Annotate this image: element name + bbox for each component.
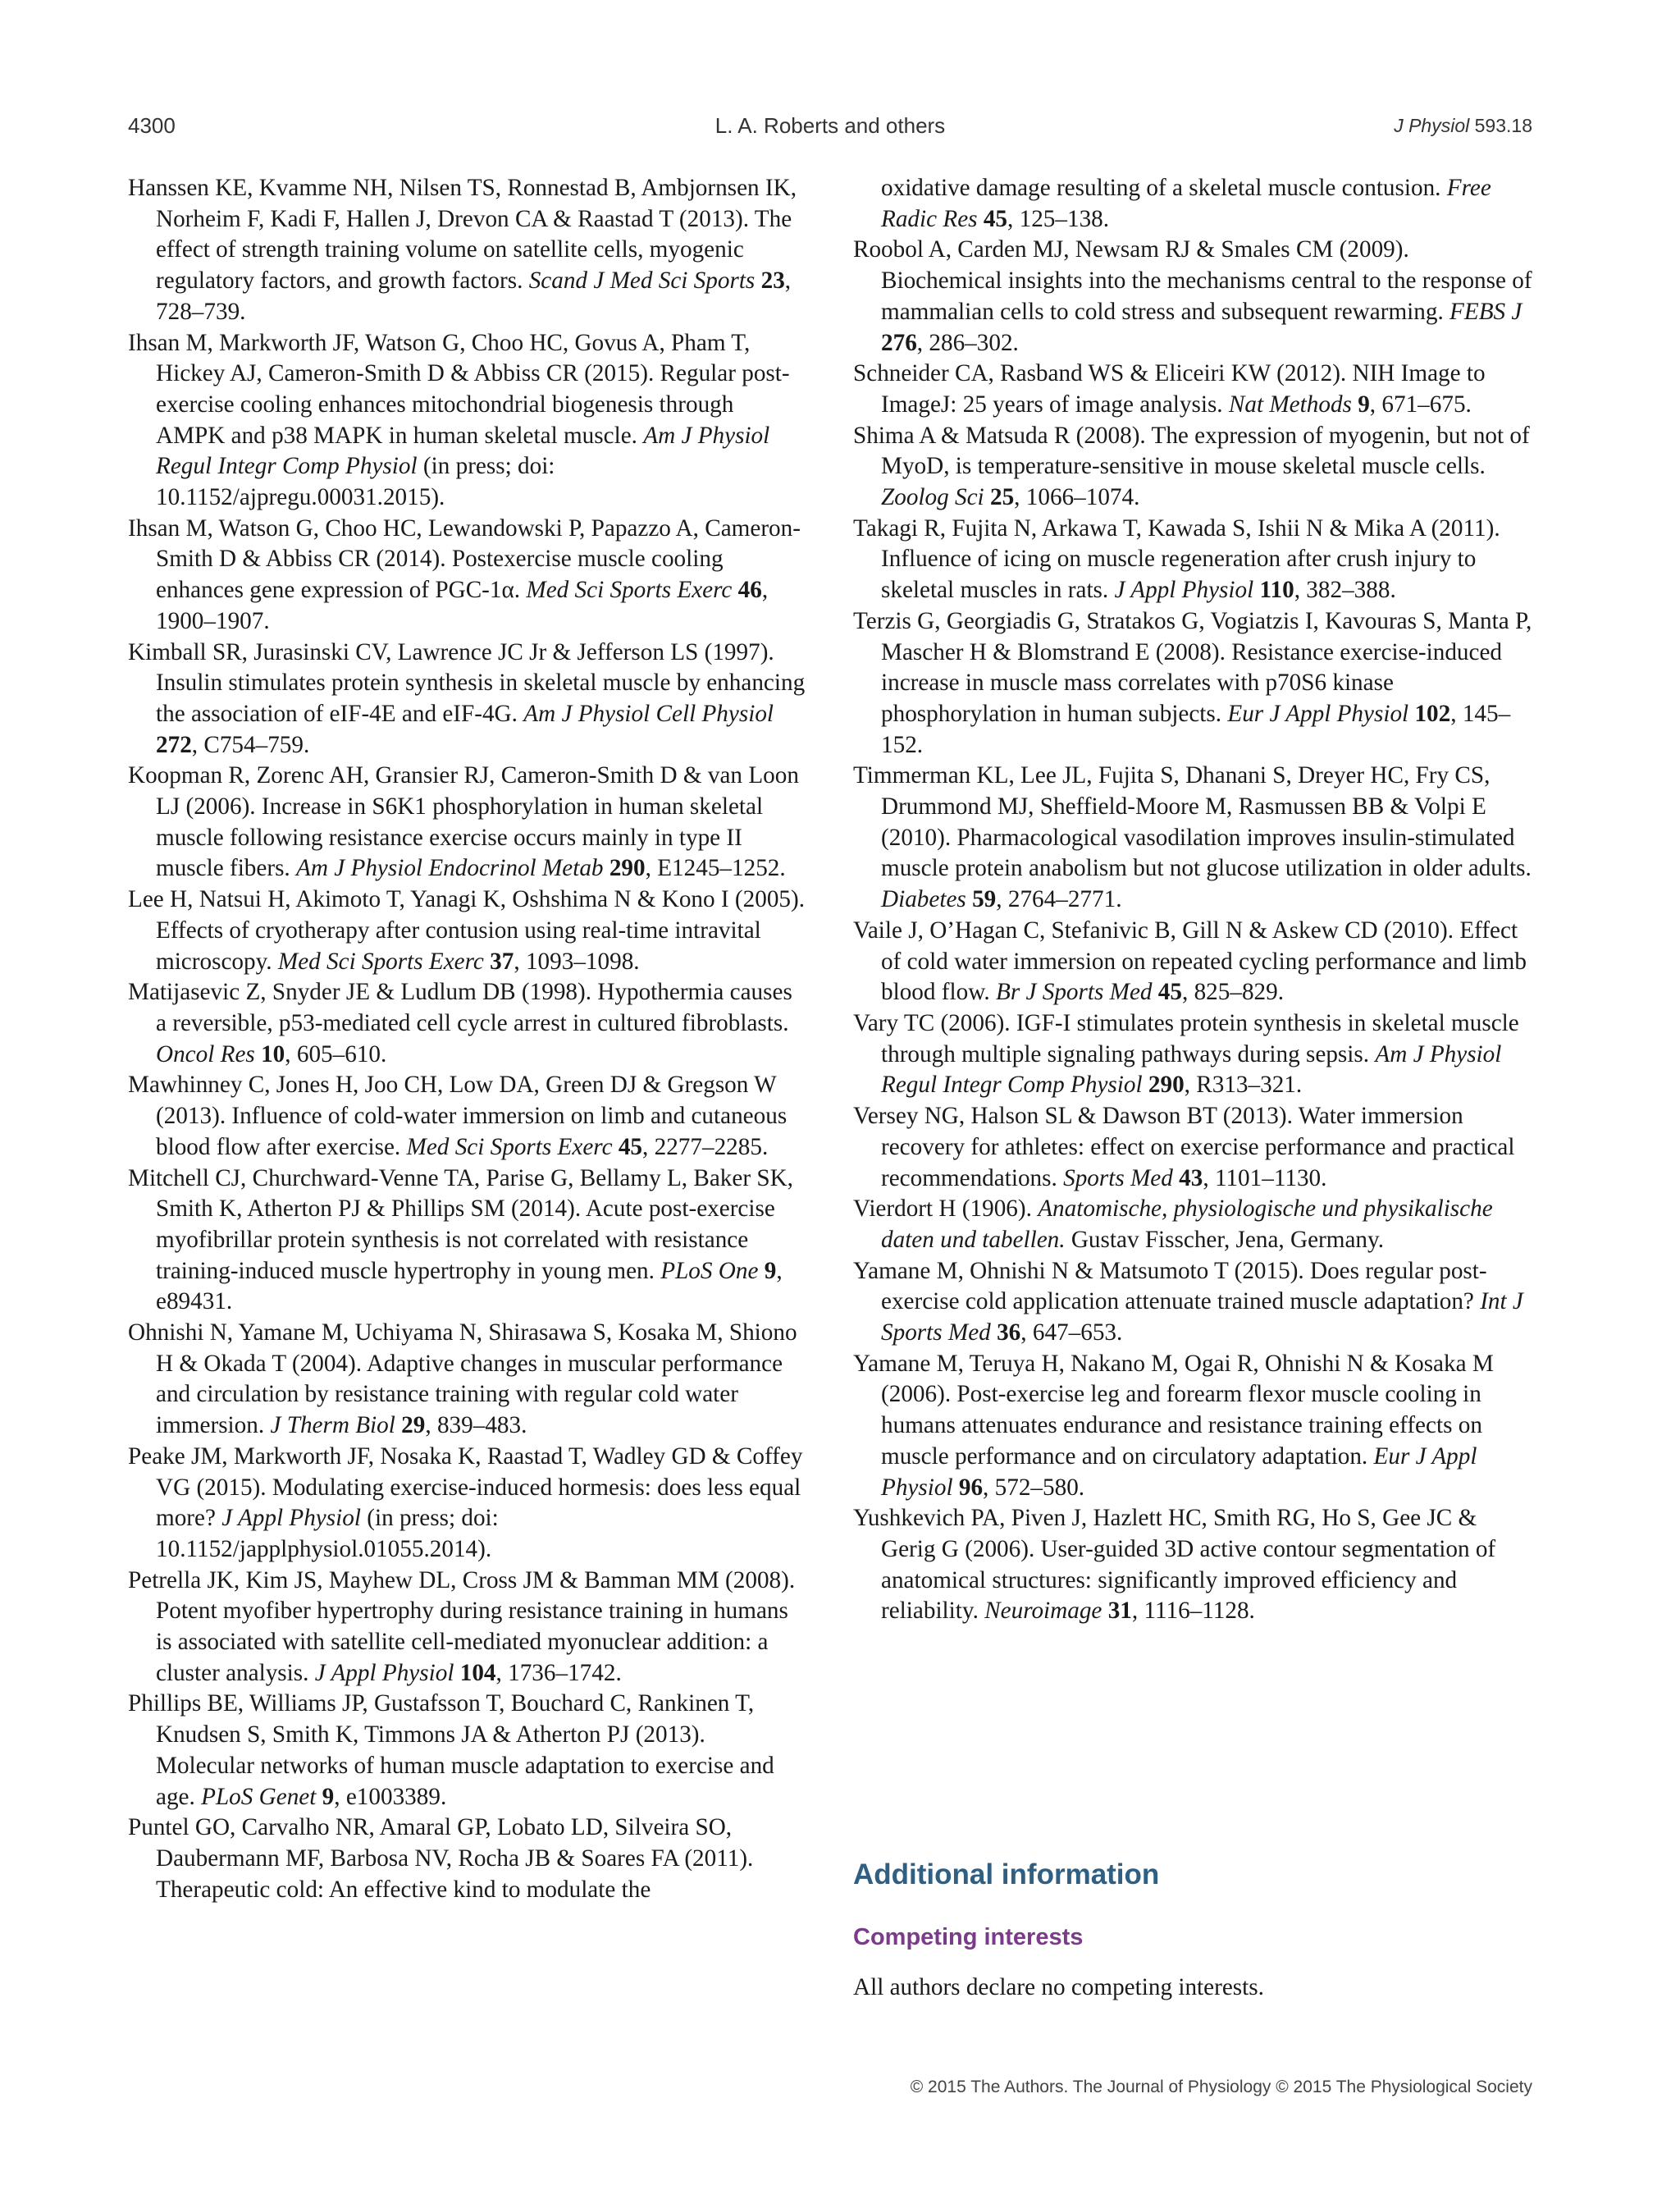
reference-entry bbox=[128, 761, 807, 885]
reference-pages: , 382–388. bbox=[1294, 577, 1396, 604]
reference-volume: 9 bbox=[322, 1783, 335, 1810]
reference-text: Yamane M, Teruya H, Nakano M, Ogai R, Ohnishi N & Kosaka M (2006). Post-exercise leg and forearm flexor muscle cooling in humans attenuates endurance and resistance training effects on muscle performance and on circulatory adaptation. bbox=[853, 1350, 1494, 1470]
reference-entry bbox=[128, 514, 807, 638]
reference-text: Shima A & Matsuda R (2008). The expression of myogenin, but not of MyoD, is temperature-sensitive in mouse skeletal muscle cells. bbox=[853, 422, 1530, 480]
reference-entry bbox=[853, 1101, 1534, 1194]
reference-entry bbox=[128, 638, 807, 761]
reference-text: Timmerman KL, Lee JL, Fujita S, Dhanani S, Dreyer HC, Fry CS, Drummond MJ, Sheffield-Moore M, Rasmussen BB & Volpi E (2010). Pharmacological vasodilation improves insulin-stimulated muscle protein anabolism but not glucose utilization in older adults. bbox=[853, 762, 1532, 882]
reference-space bbox=[1253, 577, 1259, 603]
reference-volume: 45 bbox=[618, 1133, 643, 1160]
reference-space bbox=[966, 886, 972, 912]
reference-pages: (in press; doi: 10.1152/ajpregu.00031.2015). bbox=[156, 453, 555, 511]
reference-entry bbox=[853, 514, 1534, 606]
reference-pages: , 572–580. bbox=[983, 1474, 1085, 1501]
reference-pages: , 125–138. bbox=[1007, 205, 1110, 232]
page-number: 4300 bbox=[128, 113, 176, 138]
reference-entry bbox=[853, 1349, 1534, 1504]
reference-text: Terzis G, Georgiadis G, Stratakos G, Vogiatzis I, Kavouras S, Manta P, Mascher H & Blomstrand E (2008). Resistance exercise-induced increase in muscle mass correlates with p70S6 kinase phosphorylation in human subjects. bbox=[853, 607, 1532, 727]
reference-space bbox=[758, 1258, 764, 1284]
reference-entry bbox=[853, 761, 1534, 916]
reference-text: Vierdort H (1906). bbox=[853, 1195, 1039, 1223]
reference-text: oxidative damage resulting of a skeletal muscle contusion. bbox=[881, 175, 1447, 201]
reference-journal: PLoS Genet bbox=[201, 1783, 317, 1810]
reference-entry bbox=[128, 1070, 807, 1163]
reference-space bbox=[953, 1474, 959, 1501]
reference-space bbox=[255, 1041, 261, 1067]
reference-volume: 96 bbox=[958, 1474, 984, 1501]
reference-volume: 102 bbox=[1414, 700, 1451, 727]
reference-text: Lee H, Natsui H, Akimoto T, Yanagi K, Oshshima N & Kono I (2005). Effects of cryotherapy after contusion using real-time intravital microscopy. bbox=[128, 886, 806, 975]
reference-text: Phillips BE, Williams JP, Gustafsson T, Bouchard C, Rankinen T, Knudsen S, Smith K, Timmons JA & Atherton PJ (2013). Molecular networks of human muscle adaptation to exercise and age. bbox=[128, 1690, 774, 1810]
reference-journal: Am J Physiol Endocrinol Metab bbox=[296, 855, 604, 882]
reference-journal: Int J Sports Med bbox=[881, 1288, 1523, 1346]
reference-entry bbox=[128, 1689, 807, 1813]
reference-pages: , 2277–2285. bbox=[642, 1133, 769, 1160]
reference-pages: (in press; doi: 10.1152/japplphysiol.01055.2014). bbox=[156, 1505, 499, 1562]
issue-number: 593.18 bbox=[1474, 115, 1532, 136]
reference-text: Kimball SR, Jurasinski CV, Lawrence JC Jr & Jefferson LS (1997). Insulin stimulates protein synthesis in skeletal muscle by enhancing the association of eIF-4E and eIF-4G. bbox=[128, 638, 806, 727]
reference-volume: 36 bbox=[997, 1319, 1021, 1346]
reference-journal: PLoS One bbox=[660, 1257, 759, 1284]
reference-journal: Am J Physiol Cell Physiol bbox=[523, 700, 774, 727]
reference-pages: , 1116–1128. bbox=[1131, 1598, 1255, 1625]
reference-journal: Eur J Appl Physiol bbox=[1227, 700, 1409, 727]
reference-space bbox=[613, 1134, 619, 1160]
reference-text: Peake JM, Markworth JF, Nosaka K, Raastad T, Wadley GD & Coffey VG (2015). Modulating exercise-induced hormesis: does less equal more? bbox=[128, 1442, 803, 1532]
reference-journal: Scand J Med Sci Sports bbox=[528, 267, 756, 295]
additional-information-heading: Additional information bbox=[853, 1858, 1160, 1890]
reference-entry bbox=[853, 1194, 1534, 1255]
references-left-column bbox=[128, 173, 807, 1905]
reference-space bbox=[991, 1319, 997, 1346]
reference-journal: Br J Sports Med bbox=[995, 979, 1153, 1006]
reference-pages: , 647–653. bbox=[1020, 1319, 1123, 1346]
reference-entry bbox=[128, 885, 807, 977]
reference-entry bbox=[128, 1163, 807, 1319]
reference-text: Yushkevich PA, Piven J, Hazlett HC, Smith RG, Ho S, Gee JC & Gerig G (2006). User-guided 3D active contour segmentation of anatomical structures: significantly improved efficiency and reliability. bbox=[853, 1505, 1496, 1625]
reference-journal: Diabetes bbox=[881, 886, 966, 913]
reference-entry bbox=[128, 1813, 807, 1905]
reference-entry bbox=[128, 1318, 807, 1442]
reference-entry bbox=[128, 977, 807, 1070]
reference-entry bbox=[853, 1256, 1534, 1349]
reference-entry bbox=[128, 173, 807, 328]
reference-text: Matijasevic Z, Snyder JE & Ludlum DB (1998). Hypothermia causes a reversible, p53-mediated cell cycle arrest in cultured fibroblasts. bbox=[128, 979, 792, 1036]
reference-journal: J Appl Physiol bbox=[221, 1505, 361, 1532]
reference-text: Vaile J, O’Hagan C, Stefanivic B, Gill N & Askew CD (2010). Effect of cold water immersion on repeated cycling performance and limb blood flow. bbox=[853, 917, 1527, 1006]
reference-pages: , 1093–1098. bbox=[514, 948, 640, 975]
reference-volume: 104 bbox=[459, 1659, 496, 1686]
reference-entry bbox=[853, 173, 1534, 235]
reference-journal: J Appl Physiol bbox=[314, 1659, 454, 1686]
reference-entry bbox=[853, 235, 1534, 359]
reference-volume: 110 bbox=[1259, 577, 1294, 604]
reference-volume: 290 bbox=[1148, 1072, 1185, 1099]
reference-pages: , 286–302. bbox=[916, 329, 1019, 356]
reference-space bbox=[755, 267, 760, 294]
reference-space bbox=[984, 484, 990, 510]
reference-text: Schneider CA, Rasband WS & Eliceiri KW (2012). NIH Image to ImageJ: 25 years of image analysis. bbox=[853, 360, 1486, 418]
reference-pages: , 1066–1074. bbox=[1014, 484, 1140, 511]
reference-text: Koopman R, Zorenc AH, Gransier RJ, Cameron-Smith D & van Loon LJ (2006). Increase in S6K1 phosphorylation in human skeletal muscle following resistance exercise occurs mainly in type II muscle fibers. bbox=[128, 762, 799, 882]
reference-volume: 276 bbox=[881, 329, 917, 356]
journal-issue bbox=[1394, 115, 1532, 137]
reference-text: Takagi R, Fujita N, Arkawa T, Kawada S, Ishii N & Mika A (2011). Influence of icing on muscle regeneration after crush injury to skeletal muscles in rats. bbox=[853, 514, 1500, 604]
references-right-column bbox=[853, 173, 1534, 1627]
reference-journal: Neuroimage bbox=[984, 1598, 1102, 1625]
reference-journal: Free Radic Res bbox=[881, 175, 1491, 232]
reference-text: Ihsan M, Watson G, Choo HC, Lewandowski P, Papazzo A, Cameron-Smith D & Abbiss CR (2014). Postexercise muscle cooling enhances gene expression of PGC-1α. bbox=[128, 514, 801, 604]
reference-volume: 9 bbox=[764, 1257, 777, 1284]
reference-pages: , 1900–1907. bbox=[156, 577, 769, 634]
reference-volume: 31 bbox=[1107, 1598, 1132, 1625]
reference-pages: , C754–759. bbox=[191, 731, 310, 758]
reference-journal: Med Sci Sports Exerc bbox=[277, 948, 484, 975]
running-header bbox=[128, 113, 1532, 146]
reference-pages: , e1003389. bbox=[334, 1783, 447, 1810]
journal-name: J Physiol bbox=[1394, 115, 1470, 136]
reference-journal: Anatomische, physiologische und physikalische daten und tabellen. bbox=[881, 1195, 1493, 1253]
reference-text: Petrella JK, Kim JS, Mayhew DL, Cross JM & Bamman MM (2008). Potent myofiber hypertrophy during resistance training in humans is associated with satellite cell-mediated myonuclear addition: a cluster analysis. bbox=[128, 1566, 796, 1686]
reference-pages: , 671–675. bbox=[1369, 391, 1472, 418]
reference-volume: 272 bbox=[156, 731, 192, 758]
reference-text: Vary TC (2006). IGF-I stimulates protein synthesis in skeletal muscle through multiple signaling pathways during sepsis. bbox=[853, 1009, 1519, 1067]
reference-pages: , E1245–1252. bbox=[645, 855, 786, 882]
reference-journal: FEBS J bbox=[1449, 298, 1522, 325]
reference-space bbox=[604, 855, 609, 881]
reference-entry bbox=[853, 421, 1534, 514]
reference-pages: , 839–483. bbox=[425, 1412, 527, 1439]
reference-volume: 25 bbox=[989, 484, 1015, 511]
reference-entry bbox=[128, 328, 807, 514]
reference-pages: , R313–321. bbox=[1184, 1072, 1303, 1099]
reference-text: Ohnishi N, Yamane M, Uchiyama N, Shirasawa S, Kosaka M, Shiono H & Okada T (2004). Adaptive changes in muscular performance and circulation by resistance training with regular cold water immersion. bbox=[128, 1319, 797, 1439]
reference-pages: , 1101–1130. bbox=[1203, 1164, 1327, 1191]
reference-pages: , 145–152. bbox=[881, 700, 1511, 758]
copyright-footer: © 2015 The Authors. The Journal of Physiology © 2015 The Physiological Society bbox=[910, 2078, 1532, 2096]
reference-journal: Med Sci Sports Exerc bbox=[406, 1133, 613, 1160]
reference-journal: Oncol Res bbox=[156, 1040, 255, 1067]
reference-entry bbox=[128, 1566, 807, 1689]
reference-journal: Am J Physiol Regul Integr Comp Physiol bbox=[881, 1040, 1502, 1099]
reference-journal: J Appl Physiol bbox=[1114, 577, 1254, 604]
reference-pages: Gustav Fisscher, Jena, Germany. bbox=[1065, 1226, 1384, 1253]
reference-entry bbox=[853, 359, 1534, 420]
reference-space bbox=[1102, 1598, 1107, 1624]
reference-volume: 9 bbox=[1358, 391, 1370, 418]
reference-entry bbox=[853, 606, 1534, 761]
reference-space bbox=[454, 1660, 459, 1686]
reference-volume: 290 bbox=[609, 855, 646, 882]
reference-volume: 23 bbox=[760, 267, 785, 295]
reference-volume: 37 bbox=[490, 948, 514, 975]
reference-pages: , 2764–2771. bbox=[996, 886, 1122, 913]
reference-volume: 10 bbox=[261, 1040, 285, 1067]
reference-pages: , 728–739. bbox=[156, 267, 792, 325]
competing-interests-heading: Competing interests bbox=[853, 1924, 1084, 1950]
reference-text: Hanssen KE, Kvamme NH, Nilsen TS, Ronnestad B, Ambjornsen IK, Norheim F, Kadi F, Hallen J, Drevon CA & Raastad T (2013). The effect of strength training volume on satellite cells, myogenic regulatory factors, and growth factors. bbox=[128, 175, 797, 295]
reference-volume: 45 bbox=[983, 205, 1008, 232]
reference-journal: Nat Methods bbox=[1228, 391, 1352, 418]
reference-entry bbox=[853, 916, 1534, 1008]
reference-text: Versey NG, Halson SL & Dawson BT (2013). Water immersion recovery for athletes: effect on exercise performance and practical recommendations. bbox=[853, 1103, 1515, 1191]
reference-entry bbox=[128, 1442, 807, 1566]
reference-text: Mawhinney C, Jones H, Joo CH, Low DA, Green DJ & Gregson W (2013). Influence of cold-water immersion on limb and cutaneous blood flow after exercise. bbox=[128, 1072, 788, 1160]
reference-volume: 43 bbox=[1179, 1164, 1203, 1191]
reference-text: Puntel GO, Carvalho NR, Amaral GP, Lobato LD, Silveira SO, Daubermann MF, Barbosa NV, Rocha JB & Soares FA (2011). Therapeutic cold: An effective kind to modulate the bbox=[128, 1814, 754, 1903]
reference-volume: 45 bbox=[1157, 979, 1182, 1006]
reference-space bbox=[1153, 979, 1158, 1005]
competing-interests-text: All authors declare no competing interests. bbox=[853, 1974, 1264, 2000]
reference-pages: , 1736–1742. bbox=[495, 1659, 622, 1686]
reference-space bbox=[732, 577, 737, 603]
reference-space bbox=[978, 206, 984, 232]
reference-volume: 29 bbox=[401, 1412, 426, 1439]
reference-volume: 59 bbox=[972, 886, 997, 913]
reference-entry bbox=[853, 1503, 1534, 1627]
reference-journal: Sports Med bbox=[1063, 1164, 1173, 1191]
reference-space bbox=[316, 1784, 322, 1810]
reference-pages: , 825–829. bbox=[1181, 979, 1285, 1006]
reference-journal: J Therm Biol bbox=[270, 1412, 395, 1439]
running-authors: L. A. Roberts and others bbox=[714, 113, 946, 138]
reference-volume: 46 bbox=[737, 577, 762, 604]
reference-text: Mitchell CJ, Churchward-Venne TA, Parise G, Bellamy L, Baker SK, Smith K, Atherton PJ & Phillips SM (2014). Acute post-exercise myofibrillar protein synthesis is not correlated with resistance training-induced muscle hypertrophy in young men. bbox=[128, 1164, 793, 1284]
reference-journal: Eur J Appl Physiol bbox=[881, 1442, 1477, 1501]
reference-pages: , 605–610. bbox=[285, 1040, 387, 1067]
reference-text: Ihsan M, Markworth JF, Watson G, Choo HC, Govus A, Pham T, Hickey AJ, Cameron-Smith D & Abbiss CR (2015). Regular post-exercise cooling enhances mitochondrial biogenesis through AMPK and p38 MAPK in human skeletal muscle. bbox=[128, 329, 790, 449]
reference-text: Yamane M, Ohnishi N & Matsumoto T (2015). Does regular post-exercise cold application attenuate trained muscle adaptation? bbox=[853, 1257, 1487, 1315]
reference-text: Roobol A, Carden MJ, Newsam RJ & Smales CM (2009). Biochemical insights into the mechanisms central to the response of mammalian cells to cold stress and subsequent rewarming. bbox=[853, 236, 1532, 325]
reference-journal: Med Sci Sports Exerc bbox=[526, 577, 733, 604]
reference-journal: Am J Physiol Regul Integr Comp Physiol bbox=[156, 422, 770, 480]
reference-journal: Zoolog Sci bbox=[881, 484, 984, 511]
reference-entry bbox=[853, 1008, 1534, 1101]
reference-pages: , e89431. bbox=[156, 1257, 783, 1315]
reference-space bbox=[1143, 1072, 1148, 1098]
